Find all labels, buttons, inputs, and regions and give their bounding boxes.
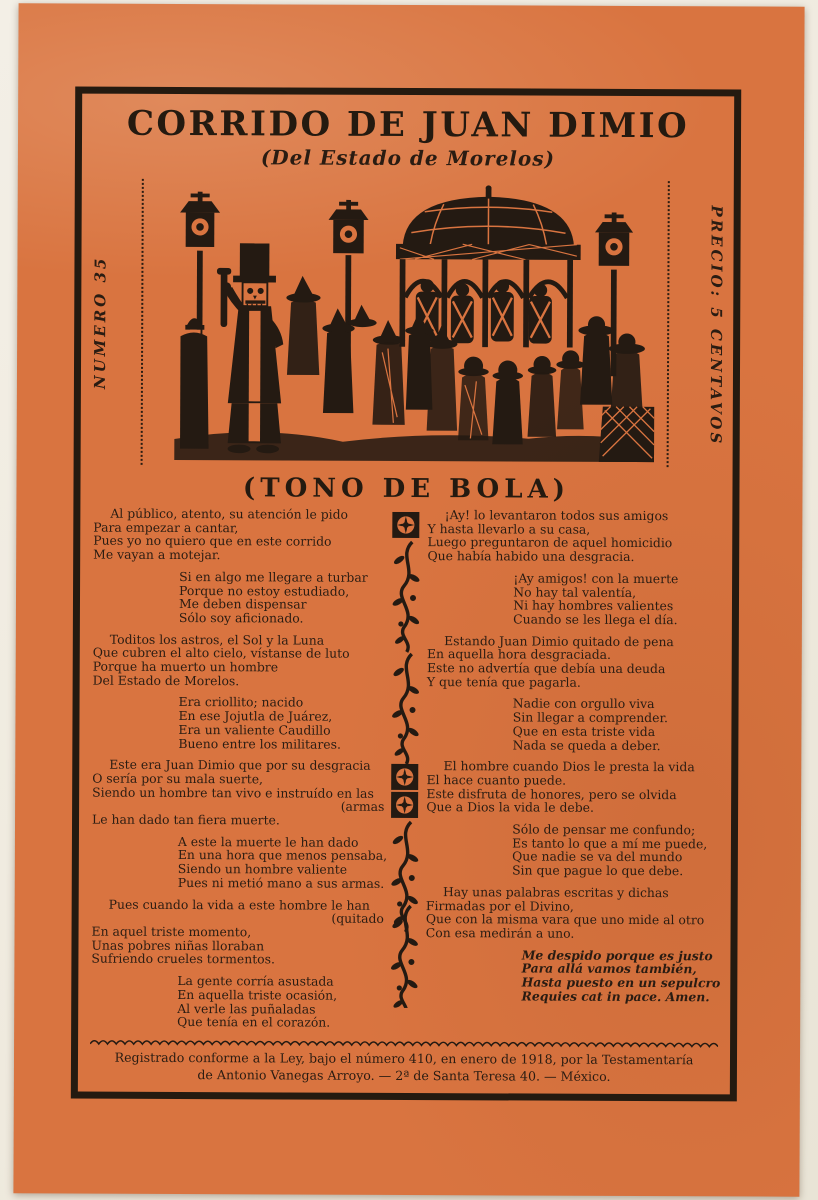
verse-line: Y hasta llevarlo a su casa, (427, 520, 591, 537)
page-subtitle: (Del Estado de Morelos) (260, 145, 556, 171)
verse-line: Y que tenía que pagarla. (426, 673, 581, 690)
skeleton-figure (216, 243, 284, 453)
verse-line: A este la muerte le han dado (177, 833, 359, 850)
verse-line: Este no advertía que debía una deuda (426, 660, 666, 677)
stanza (92, 758, 391, 828)
woodcut-border (141, 179, 670, 467)
verse-line: Sin que pague lo que debe. (512, 862, 684, 879)
verse-line: El hace cuanto puede. (426, 772, 567, 788)
stanza (427, 508, 722, 564)
verse-line: Que a Dios la vida le debe. (426, 799, 595, 816)
verse-line: Era un valiente Caudillo (178, 721, 331, 738)
stanza (93, 569, 392, 625)
verse-line: Ni hay hombres valientes (513, 597, 674, 614)
verse-line: Este disfruta de honores, pero se olvida (426, 785, 677, 802)
verse-line: Porque ha muerto un hombre (92, 658, 279, 675)
verse-line: Si en algo me llegare a turbar (179, 568, 368, 585)
verse-line: Estando Juan Dimio quitado de pena (444, 632, 674, 649)
stanza (92, 834, 391, 890)
verse-line: Toditos los astros, el Sol y la Luna (109, 631, 325, 648)
illustration-section (81, 177, 734, 472)
verse-line: En ese Jojutla de Juárez, (178, 708, 333, 724)
verse-line: Me vayan a motejar. (93, 546, 221, 563)
policeman (180, 318, 209, 449)
verse-line: Porque no estoy estudiado, (179, 582, 350, 599)
verse-line: Para empezar a cantar, (93, 519, 239, 535)
stanza (426, 885, 721, 941)
verse-line: Siendo un hombre valiente (177, 861, 348, 877)
verse-line: Para allá vamos también, (521, 960, 697, 977)
verse-line: Pues ni metió mano a sus armas. (177, 874, 385, 891)
verse-line: Al público, atento, su atención le pido (110, 505, 349, 522)
verse-line: El hombre cuando Dios le presta la vida (443, 758, 695, 775)
verse-line: O sería por su mala suerte, (92, 770, 264, 787)
verse-line: Este era Juan Dimio que por su desgracia (109, 756, 371, 774)
verse-line: Siendo un hombre tan vivo e instruído en las (92, 784, 374, 801)
woodcut-illustration (148, 179, 663, 467)
verse-line: Sin llegar a comprender. (512, 709, 669, 726)
verse-line: No hay tal valentía, (513, 583, 637, 600)
verse-column-right (419, 508, 722, 1012)
registration-notice (78, 1048, 730, 1085)
wavy-rule (90, 1038, 718, 1050)
verse-line: Sólo soy aficionado. (178, 609, 304, 626)
verse-line: Que había habido una desgracia. (427, 548, 635, 565)
stanza (426, 759, 721, 815)
verse-line: Que cubren el alto cielo, vístanse de luto (92, 644, 350, 662)
verse-line: Cuando se les llega el día. (513, 611, 678, 628)
verse-line: La gente corría asustada (177, 973, 334, 989)
verse-line: Hay unas palabras escritas y dichas (442, 884, 669, 901)
verse-line: Hasta puesto en un sepulcro (521, 974, 721, 991)
verse-line: (quitado (331, 910, 384, 927)
verse-line: En aquella hora desgraciada. (426, 646, 612, 663)
verse-line: Pues yo no quiero que en este corrido (93, 533, 332, 550)
verse-line: Pues cuando la vida a este hombre le han (108, 896, 370, 913)
verse-line: En aquella triste ocasión, (177, 986, 338, 1003)
verse-line: Que con la misma vara que uno mide al otro (425, 911, 705, 928)
verse-line: Con esa medirán a uno. (425, 925, 575, 941)
registration-line-2: de Antonio Vanegas Arroyo. — 2ª de Santa Teresa 40. — México. (197, 1066, 611, 1084)
verse-line: (armas (340, 799, 385, 815)
verse-line: Al verle las puñaladas (177, 1000, 316, 1017)
price-label: PRECIO: 5 CENTAVOS (706, 204, 726, 446)
verse-line: Que en esta triste vida (512, 723, 656, 739)
stanza (427, 571, 722, 627)
verse-line: Requies cat in pace. Amen. (521, 988, 710, 1005)
verse-line: En aquel triste momento, (91, 923, 252, 940)
printed-frame (71, 87, 741, 1102)
stanza (427, 697, 722, 753)
verse-line: Firmadas por el Divino, (425, 897, 574, 914)
verse-line: Sufriendo crueles tormentos. (91, 951, 275, 967)
verse-line: Que tenía en el corazón. (177, 1014, 331, 1030)
ornament-column (389, 512, 421, 1008)
verse-line: Sólo de pensar me confundo; (512, 821, 696, 838)
stanza (426, 948, 721, 1004)
registration-line-1: Registrado conforme a la Ley, bajo el número 410, en enero de 1918, por la Testamentaría (114, 1049, 694, 1068)
verse-column-left (91, 507, 392, 1038)
stanza (93, 507, 392, 563)
stanza (426, 822, 721, 878)
issue-number-label: NUMERO 35 (90, 255, 110, 390)
verse-area (78, 503, 732, 1040)
stanza (93, 632, 392, 688)
verse-line: Es tanto lo que a mí me puede, (512, 835, 708, 852)
stanza (92, 695, 391, 751)
verse-line: Era criollito; nacido (178, 694, 304, 710)
wavy-rule-path (90, 1041, 718, 1047)
verse-line: Nada se queda a deber. (512, 737, 661, 753)
verse-line: Unas pobres niñas lloraban (91, 937, 265, 954)
floral-ornament (389, 512, 421, 1008)
verse-line: Del Estado de Morelos. (92, 672, 240, 688)
section-heading: (TONO DE BOLA) (242, 473, 571, 505)
stanza (91, 897, 390, 967)
verse-line: Le han dado tan fiera muerte. (92, 811, 280, 828)
verse-line: En una hora que menos pensaba, (177, 847, 388, 864)
verse-line: Luego preguntaron de aquel homicidio (427, 534, 673, 551)
broadside-sheet (13, 3, 804, 1196)
verse-line: Nadie con orgullo viva (512, 695, 655, 712)
verse-line: Me despido porque es justo (521, 947, 713, 964)
verse-line: Bueno entre los militares. (178, 735, 341, 752)
verse-line: ¡Ay! lo levantaron todos sus amigos (444, 507, 669, 524)
verse-line: ¡Ay amigos! con la muerte (513, 570, 679, 586)
verse-line: Que nadie se va del mundo (512, 848, 683, 865)
verse-line: Me deben dispensar (178, 596, 307, 612)
stanza (427, 634, 722, 690)
page-title: CORRIDO DE JUAN DIMIO (126, 103, 690, 147)
stanza (91, 974, 390, 1030)
